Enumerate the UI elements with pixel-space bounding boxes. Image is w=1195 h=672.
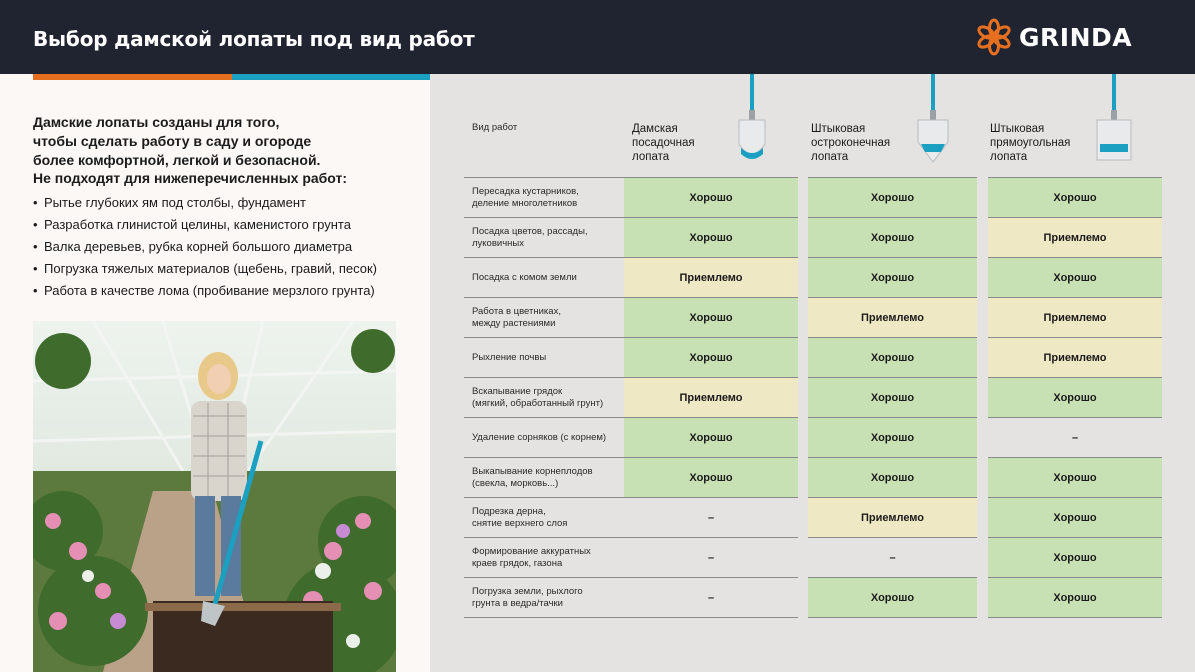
list-item-text: Работа в качестве лома (пробивание мерзлого грунта) <box>44 283 375 298</box>
list-item-text: Разработка глинистой целины, каменистого грунта <box>44 217 351 232</box>
row-label-line: грунта в ведра/тачки <box>472 597 563 609</box>
greenhouse-photo <box>33 321 396 672</box>
rating-cell: Хорошо <box>624 298 798 337</box>
row-label <box>472 186 622 210</box>
column-header-line: Штыковая <box>990 123 1045 135</box>
row-label-line: луковичных <box>472 237 524 249</box>
column-header-ladies-planting <box>632 122 695 164</box>
list-item: • Валка деревьев, рубка корней большого диаметра <box>33 239 353 254</box>
rating-cell: Хорошо <box>988 458 1162 497</box>
not-suitable-list <box>33 193 377 303</box>
grinda-logo <box>975 18 1132 56</box>
column-header-line: Штыковая <box>811 123 866 135</box>
rating-cell: – <box>889 551 896 564</box>
list-item: • Рытье глубоких ям под столбы, фундамент <box>33 195 306 210</box>
row-label-line: (мягкий, обработанный грунт) <box>472 397 604 409</box>
rating-cell: – <box>707 551 715 564</box>
column-header-pointed <box>811 122 890 164</box>
column-header-line: посадочная <box>632 137 695 149</box>
row-label <box>472 432 622 444</box>
row-label <box>472 272 622 284</box>
rating-cell: Хорошо <box>624 178 798 217</box>
row-label-line: Рыхление почвы <box>472 351 547 363</box>
row-label <box>472 586 622 610</box>
column-header-line: лопата <box>811 151 849 163</box>
intro-line: более комфортной, легкой и безопасной. <box>33 152 321 168</box>
rating-cell: Приемлемо <box>624 258 798 297</box>
row-label <box>472 226 622 250</box>
list-item-text: Погрузка тяжелых материалов (щебень, гравий, песок) <box>44 261 378 276</box>
table-separator <box>808 617 977 618</box>
rating-cell: Приемлемо <box>988 338 1162 377</box>
list-item: • Погрузка тяжелых материалов (щебень, гравий, песок) <box>33 261 378 276</box>
column-header-line: лопата <box>990 151 1028 163</box>
flower-logo-icon <box>975 18 1013 56</box>
column-header-line: лопата <box>632 151 670 163</box>
row-label <box>472 306 622 330</box>
row-label <box>472 352 622 364</box>
rating-cell: Хорошо <box>988 498 1162 537</box>
row-label-line: Удаление сорняков (с корнем) <box>472 431 607 443</box>
rating-cell: Хорошо <box>808 378 977 417</box>
row-label-line: Пересадка кустарников, <box>472 185 579 197</box>
row-header-label: Вид работ <box>472 122 518 133</box>
row-label-line: Погрузка земли, рыхлого <box>472 585 583 597</box>
rating-cell: Приемлемо <box>808 498 977 537</box>
rating-cell: Приемлемо <box>988 218 1162 257</box>
row-label <box>472 506 622 530</box>
rating-cell: Хорошо <box>808 458 977 497</box>
column-header-line: прямоугольная <box>990 137 1071 149</box>
rating-cell: Хорошо <box>808 338 977 377</box>
intro-line: Дамские лопаты созданы для того, <box>33 114 280 130</box>
list-item-text: Валка деревьев, рубка корней большого диаметра <box>44 239 353 254</box>
rating-cell: Приемлемо <box>808 298 977 337</box>
row-label-line: Выкапывание корнеплодов <box>472 465 593 477</box>
list-item: • Разработка глинистой целины, каменистого грунта <box>33 217 351 232</box>
rating-cell: – <box>1071 431 1079 444</box>
pointed-spade-icon <box>915 74 951 164</box>
rating-cell: Хорошо <box>988 178 1162 217</box>
square-spade-icon <box>1094 74 1134 164</box>
brand-name: GRINDA <box>1019 22 1133 52</box>
rating-cell: Приемлемо <box>624 378 798 417</box>
row-label <box>472 466 622 490</box>
intro-line: чтобы сделать работу в саду и огороде <box>33 133 312 149</box>
rating-cell: Хорошо <box>624 458 798 497</box>
row-label-line: снятие верхнего слоя <box>472 517 568 529</box>
rating-cell: Хорошо <box>988 578 1162 617</box>
row-label-line: Посадка с комом земли <box>472 271 577 283</box>
row-label-line: Вскапывание грядок <box>472 385 563 397</box>
column-header-line: остроконечная <box>811 137 891 149</box>
table-separator <box>988 617 1162 618</box>
intro-text <box>33 113 413 170</box>
row-label <box>472 546 622 570</box>
rating-cell: Хорошо <box>624 218 798 257</box>
rating-cell: Хорошо <box>988 538 1162 577</box>
rating-cell: – <box>707 511 715 524</box>
rating-cell: Хорошо <box>808 178 977 217</box>
rating-cell: Приемлемо <box>988 298 1162 337</box>
rating-cell: Хорошо <box>624 418 798 457</box>
row-label-line: между растениями <box>472 317 556 329</box>
table-separator <box>464 617 798 618</box>
column-header-line: Дамская <box>632 123 678 135</box>
rating-cell: – <box>707 591 715 604</box>
row-label-line: (свекла, морковь...) <box>472 477 559 489</box>
column-header-square <box>990 122 1070 164</box>
rating-cell: Хорошо <box>808 418 977 457</box>
row-label-line: Работа в цветниках, <box>472 305 561 317</box>
row-label <box>472 386 622 410</box>
row-label-line: краев грядок, газона <box>472 557 563 569</box>
row-label-line: Формирование аккуратных <box>472 545 591 557</box>
page-title: Выбор дамской лопаты под вид работ <box>33 27 475 51</box>
rating-cell: Хорошо <box>808 218 977 257</box>
not-suitable-heading: Не подходят для нижеперечисленных работ: <box>33 170 348 186</box>
list-item-text: Рытье глубоких ям под столбы, фундамент <box>44 195 306 210</box>
rating-cell: Хорошо <box>624 338 798 377</box>
rating-cell: Хорошо <box>988 378 1162 417</box>
rating-cell: Хорошо <box>808 258 977 297</box>
rating-cell: Хорошо <box>808 578 977 617</box>
round-spade-icon <box>735 74 769 164</box>
row-label-line: Посадка цветов, рассады, <box>472 225 588 237</box>
list-item: • Работа в качестве лома (пробивание мерзлого грунта) <box>33 283 375 298</box>
row-label-line: Подрезка дерна, <box>472 505 546 517</box>
rating-cell: Хорошо <box>988 258 1162 297</box>
row-label-line: деление многолетников <box>472 197 578 209</box>
